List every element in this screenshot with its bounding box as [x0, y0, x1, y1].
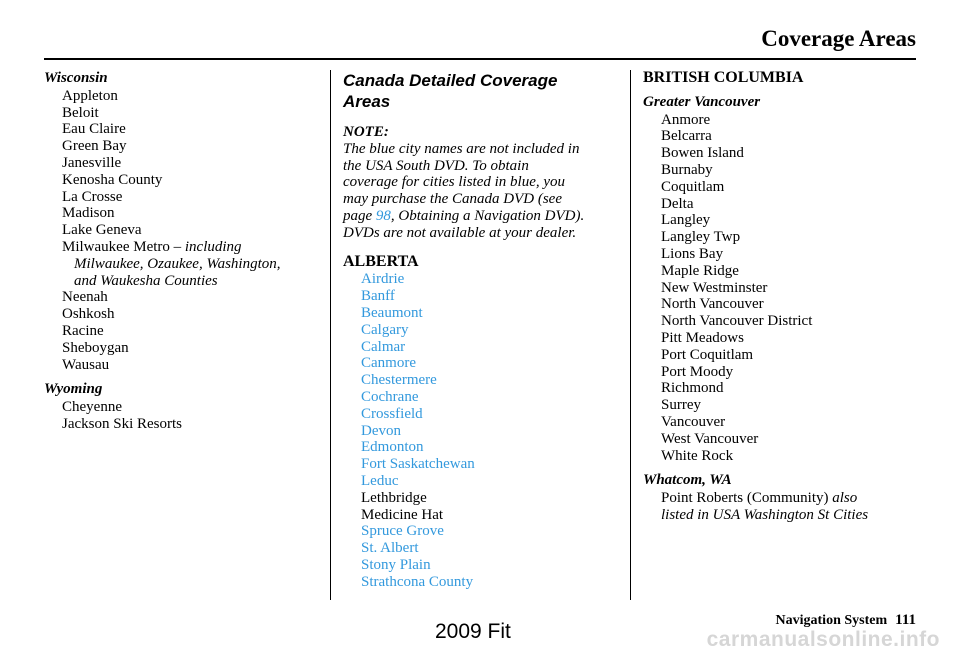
city-item: St. Albert	[361, 540, 419, 557]
city-item: Oshkosh	[62, 306, 115, 323]
city-item: Lake Geneva	[62, 222, 142, 239]
note-heading: NOTE:	[343, 124, 389, 140]
city-note-line: listed in USA Washington St Cities	[661, 506, 869, 523]
note-line: the USA South DVD. To obtain	[343, 157, 529, 174]
city-item: Chestermere	[361, 372, 437, 389]
note-line: The blue city names are not included in	[343, 140, 580, 157]
section-title	[343, 70, 618, 112]
city-item: Lions Bay	[661, 245, 724, 262]
column-3	[643, 70, 918, 524]
city-item: Coquitlam	[661, 178, 725, 195]
city-item: Langley Twp	[661, 229, 741, 246]
greater-vancouver-city-list	[643, 112, 918, 465]
region-heading-greater-vancouver: Greater Vancouver	[643, 93, 761, 110]
city-item: Spruce Grove	[361, 523, 444, 540]
city-note-line: and Waukesha Counties	[74, 272, 218, 289]
alberta-city-list	[343, 271, 618, 590]
note-line: coverage for cities listed in blue, you	[343, 174, 566, 191]
city-item: Green Bay	[62, 138, 127, 155]
city-item: Calmar	[361, 338, 406, 355]
city-item: Stony Plain	[361, 556, 431, 573]
column-divider-1	[330, 70, 331, 600]
footer-page-info	[776, 612, 916, 629]
city-item: Calgary	[361, 321, 409, 338]
section-title-line: Areas	[343, 92, 391, 111]
model-watermark: 2009 Fit	[435, 620, 511, 643]
city-item: Surrey	[661, 397, 701, 414]
city-item: Kenosha County	[62, 171, 163, 188]
city-item: North Vancouver	[661, 296, 764, 313]
city-item: Edmonton	[361, 439, 424, 456]
city-item-milwaukee	[44, 239, 314, 256]
city-item: Appleton	[62, 87, 118, 104]
city-item: Canmore	[361, 355, 416, 372]
site-watermark: carmanualsonline.info	[706, 628, 940, 651]
city-item: Bowen Island	[661, 145, 744, 162]
city-item: Crossfield	[361, 405, 423, 422]
city-item: White Rock	[661, 447, 734, 464]
note-text	[343, 141, 618, 242]
city-item: West Vancouver	[661, 430, 759, 447]
page-link[interactable]: 98	[375, 207, 391, 224]
dash: –	[169, 238, 185, 255]
page-number: 111	[895, 612, 916, 628]
city-name: Milwaukee Metro	[62, 238, 170, 255]
city-note: including	[184, 238, 242, 255]
section-title-line: Canada Detailed Coverage	[343, 71, 558, 90]
city-item: Cheyenne	[62, 399, 122, 416]
city-item: La Crosse	[62, 188, 123, 205]
province-heading-british-columbia: BRITISH COLUMBIA	[643, 69, 804, 86]
city-item: Wausau	[62, 356, 110, 373]
state-heading-wisconsin: Wisconsin	[44, 70, 108, 86]
column-2	[343, 70, 618, 591]
header-rule	[44, 58, 916, 60]
city-item: Fort Saskatchewan	[361, 456, 475, 473]
city-item: Maple Ridge	[661, 262, 739, 279]
wisconsin-city-list	[44, 88, 314, 374]
note-line: may purchase the Canada DVD (see	[343, 191, 562, 208]
footer-section-name: Navigation System	[775, 613, 888, 628]
city-item: Madison	[62, 205, 115, 222]
column-divider-2	[630, 70, 631, 600]
city-item: Janesville	[62, 154, 122, 171]
city-item: Pitt Meadows	[661, 329, 744, 346]
city-item: New Westminster	[661, 279, 768, 296]
city-item: Sheboygan	[62, 339, 129, 356]
city-item: Delta	[661, 195, 694, 212]
page-title: Coverage Areas	[761, 26, 916, 51]
city-item	[643, 490, 918, 507]
city-item: Airdrie	[361, 271, 405, 288]
city-item: Neenah	[62, 289, 108, 306]
note-line: DVDs are not available at your dealer.	[343, 224, 577, 241]
note-line	[343, 208, 618, 225]
city-note-line: Milwaukee, Ozaukee, Washington,	[74, 255, 281, 272]
city-item: North Vancouver District	[661, 313, 813, 330]
city-item: Leduc	[361, 472, 399, 489]
city-item: Strathcona County	[361, 573, 474, 590]
city-item: Vancouver	[661, 413, 726, 430]
city-item: Burnaby	[661, 161, 713, 178]
city-item: Eau Claire	[62, 121, 126, 138]
city-item: Devon	[361, 422, 401, 439]
city-item: Anmore	[661, 111, 711, 128]
city-item: Port Moody	[661, 363, 734, 380]
column-1	[44, 70, 314, 433]
city-item: Belcarra	[661, 128, 712, 145]
city-item: Jackson Ski Resorts	[62, 415, 182, 432]
note-text-span: , Obtaining a Navigation DVD).	[390, 207, 585, 224]
city-item: Beaumont	[361, 304, 423, 321]
whatcom-city-list	[643, 490, 918, 524]
city-name: Point Roberts (Community)	[661, 490, 829, 507]
city-item: Lethbridge	[361, 489, 427, 506]
note-text-span: page	[343, 207, 376, 224]
city-item: Cochrane	[361, 388, 419, 405]
city-item: Langley	[661, 212, 711, 229]
state-heading-wyoming: Wyoming	[44, 381, 103, 398]
city-item: Richmond	[661, 380, 724, 397]
province-heading-alberta: ALBERTA	[343, 252, 419, 270]
wyoming-city-list	[44, 399, 314, 433]
city-item: Racine	[62, 322, 104, 339]
region-heading-whatcom: Whatcom, WA	[643, 472, 732, 489]
city-item: Banff	[361, 288, 395, 305]
city-note: also	[832, 490, 858, 507]
city-item: Medicine Hat	[361, 506, 444, 523]
city-item: Port Coquitlam	[661, 346, 754, 363]
city-item: Beloit	[62, 104, 99, 121]
